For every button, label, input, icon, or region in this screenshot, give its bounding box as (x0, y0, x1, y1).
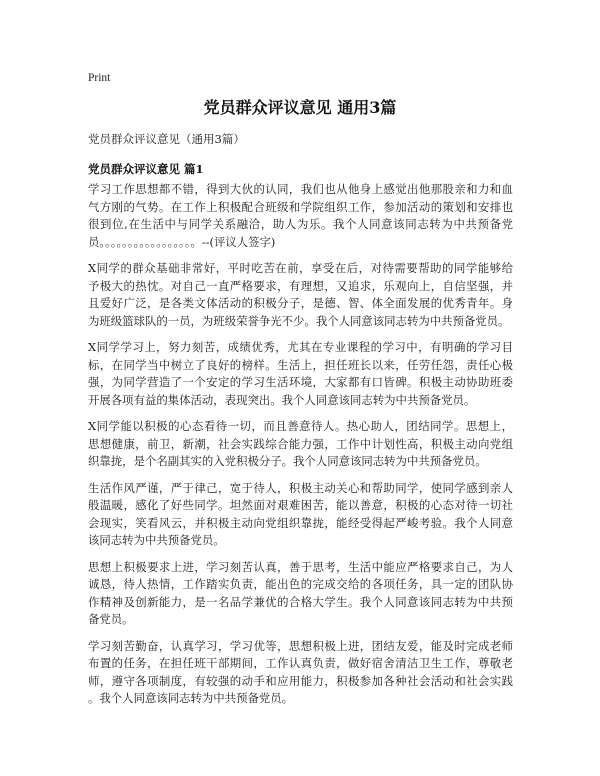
paragraph-line: 。我个人同意该同志转为中共预备党员。 (88, 691, 294, 705)
paragraph-line: 学习工作思想都不错，得到大伙的认同，我们也从他身上感觉出他那股亲和力和血 (88, 182, 513, 196)
paragraph-line: 布置的任务，在担任班干部期间，工作认真负责，做好宿舍清洁卫生工作，尊敬老 (88, 656, 513, 670)
paragraph-2 (88, 260, 513, 330)
print-link[interactable]: Print (88, 72, 111, 84)
paragraph-line: 诚恳，待人热情，工作踏实负责，能出色的完成交给的各项任务，具一定的团队协 (88, 577, 513, 591)
paragraph-line: 员。。。。。。。。。。。。。。。。。--(评议人签字) (88, 234, 276, 249)
paragraph-line: 备党员。 (88, 612, 134, 626)
paragraph-line: 很到位,在生活中与同学关系融洽，助人为乐。我个人同意该同志转为中共预备党 (88, 217, 513, 231)
paragraph-line: 作精神及创新能力，是一名品学兼优的合格大学生。我个人同意该同志转为中共预 (88, 594, 513, 609)
paragraph-7 (88, 638, 513, 708)
paragraph-line: 思想上积极要求上进，学习刻苦认真，善于思考，生活中能应严格要求自己，为人 (88, 559, 513, 574)
paragraph-6 (88, 559, 513, 629)
section-heading: 党员群众评议意见 篇1 (88, 162, 204, 176)
paragraph-line: 会现实，笑看风云，并积极主动向党组织靠拢，能经受得起严峻考验。我个人同意 (88, 515, 513, 530)
paragraph-line: 思想健康，前卫，新潮，社会实践综合能力强，工作中计划性高，积极主动向党组 (88, 436, 513, 451)
paragraph-line: 织靠拢，是个名副其实的入党积极分子。我个人同意该同志转为中共预备党员。 (88, 454, 487, 468)
document-title: 党员群众评议意见 通用3篇 (203, 98, 397, 117)
paragraph-line: 生活作风严谨，严于律己，宽于待人，积极主动关心和帮助同学，使同学感到亲人 (88, 480, 513, 495)
paragraph-line: 师，遵守各项制度，有较强的动手和应用能力，积极参加各种社会活动和社会实践 (88, 673, 513, 688)
paragraph-line: 为班级篮球队的一员，为班级荣誉争光不少。我个人同意该同志转为中共预备党员。 (88, 313, 510, 328)
paragraph-line: 该同志转为中共预备党员。 (88, 533, 225, 547)
paragraph-line: 般温暖，感化了好些同学。坦然面对艰难困苦，能以善意，积极的心态对待一切社 (88, 498, 513, 512)
document-body (88, 181, 513, 717)
document-subtitle: 党员群众评议意见（通用3篇） (88, 132, 245, 146)
paragraph-line: X同学能以积极的心态看待一切，而且善意待人。热心助人，团结同学。思想上， (88, 419, 513, 433)
paragraph-line: 开展各项有益的集体活动，表现突出。我个人同意该同志转为中共预备党员。 (88, 392, 476, 407)
paragraph-line: 强，为同学营造了一个安定的学习生活环境，大家都有口皆碑。积极主动协助班委 (88, 375, 513, 389)
paragraph-5 (88, 480, 513, 550)
paragraph-line: 气方刚的气势。在工作上积极配合班级和学院组织工作，参加活动的策划和安排也 (88, 199, 513, 214)
paragraph-line: X同学学习上，努力刻苦，成绩优秀，尤其在专业课程的学习中，有明确的学习目 (88, 340, 513, 354)
paragraph-line: 予极大的热忱。对自己一直严格要求，有理想，又追求，乐观向上，自信坚强，并 (88, 278, 513, 293)
paragraph-line: 标，在同学当中树立了良好的榜样。生活上，担任班长以来，任劳任怨，责任心极 (88, 357, 513, 372)
paragraph-4 (88, 418, 513, 471)
paragraph-line: X同学的群众基础非常好，平时吃苦在前，享受在后，对待需要帮助的同学能够给 (88, 261, 513, 275)
paragraph-line: 且爱好广泛，是各类文体活动的积极分子，是德、智、体全面发展的优秀青年。身 (88, 296, 513, 310)
paragraph-3 (88, 339, 513, 409)
paragraph-1 (88, 181, 513, 251)
paragraph-line: 学习刻苦勤奋，认真学习，学习优等，思想积极上进，团结友爱，能及时完成老师 (88, 638, 513, 653)
